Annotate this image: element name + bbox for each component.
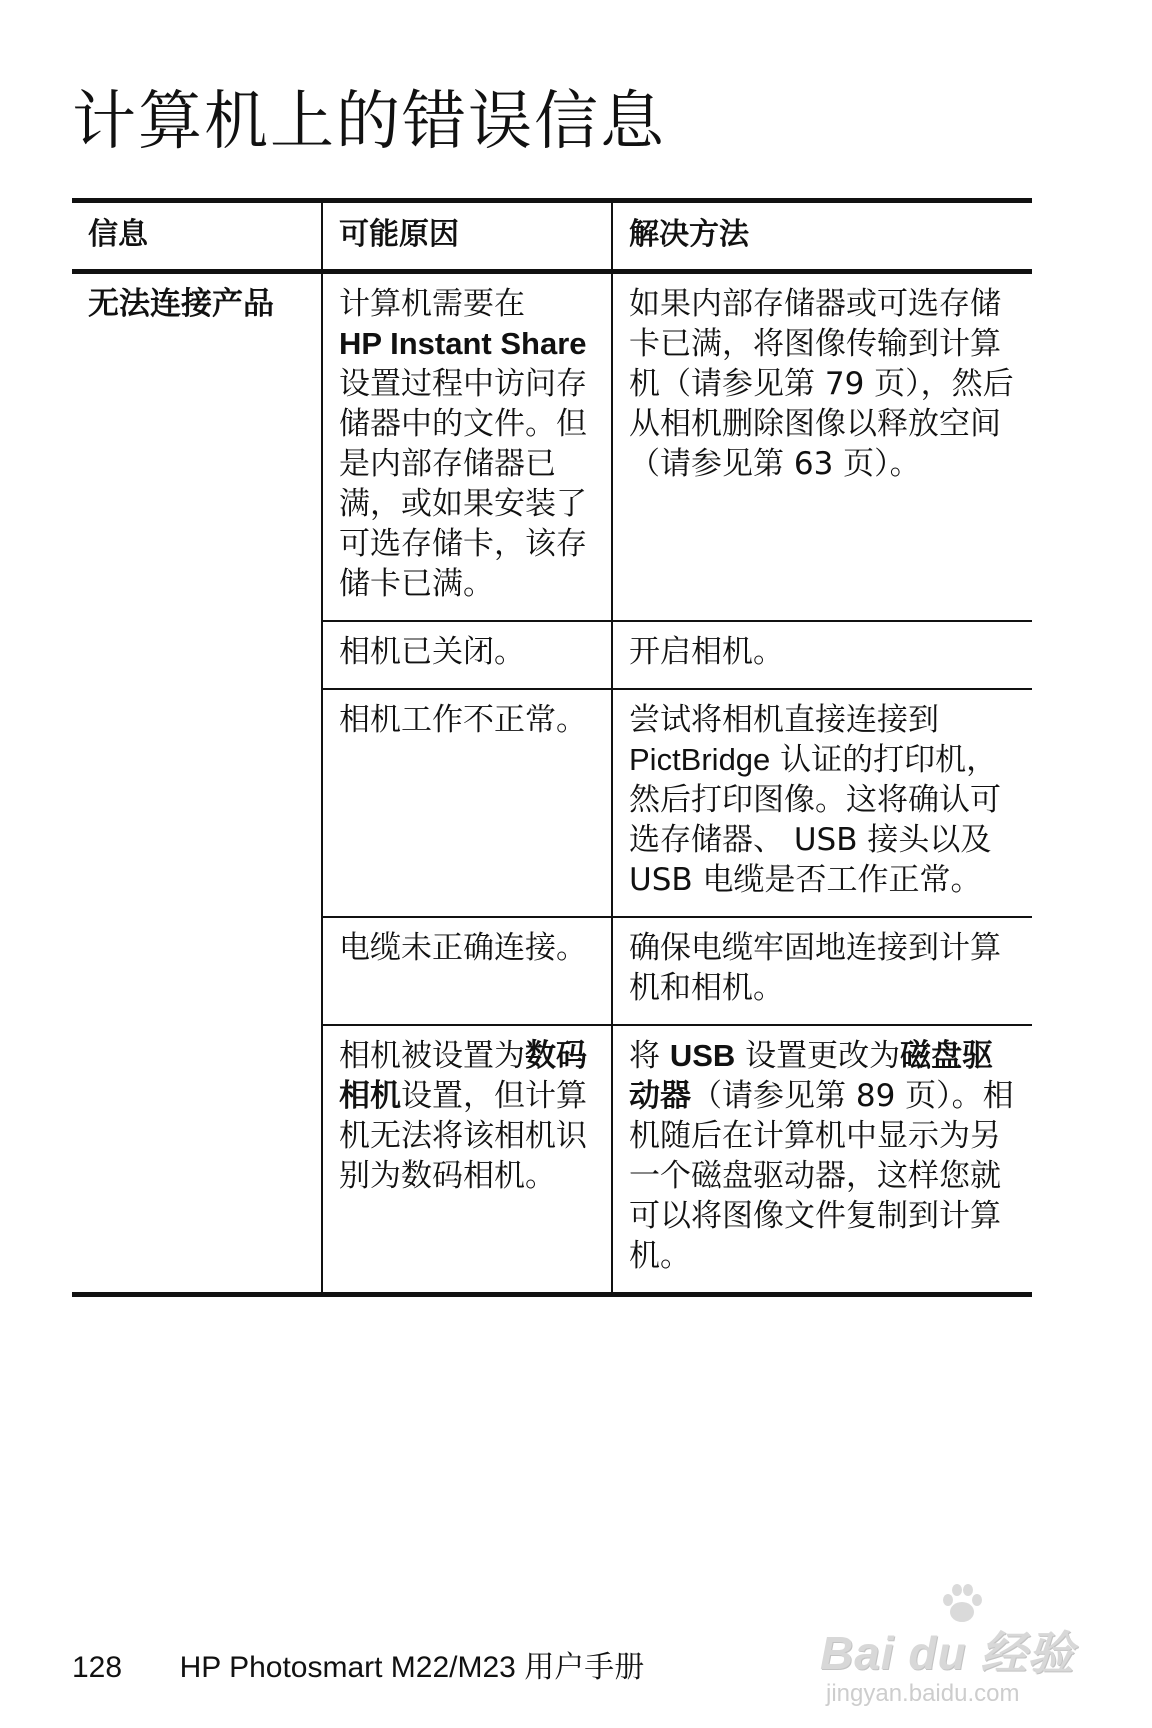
solution-cell <box>612 917 1032 1025</box>
cause-text: 相机已关闭。 <box>339 634 525 670</box>
page-footer <box>72 1648 644 1688</box>
paw-icon-graphic <box>938 1580 986 1628</box>
message-cell: 无法连接产品 <box>72 272 322 1295</box>
watermark-url: jingyan.baidu.com <box>826 1680 1020 1707</box>
solution-text: 设置更改为 <box>745 1038 901 1074</box>
cause-cell <box>322 917 612 1025</box>
cause-text: 相机工作不正常。 <box>339 702 587 738</box>
cause-cell <box>322 621 612 689</box>
solution-text: 将 <box>629 1038 660 1074</box>
solution-cell <box>612 272 1032 622</box>
table-header-row <box>72 201 1032 272</box>
solution-text: 开启相机。 <box>629 634 784 670</box>
product-name: HP Instant Share <box>339 326 587 361</box>
error-message-table <box>72 198 1032 1297</box>
solution-text: （请参见第 89 页）。相机随后在计算机中显示为另一个磁盘驱动器，这样您就可以将图像文件复制到计算机。 <box>629 1078 1014 1274</box>
page-title: 计算机上的错误信息 <box>72 85 666 159</box>
header-solution: 解决方法 <box>612 201 1032 272</box>
solution-text: 尝试将相机直接连接到 <box>629 702 939 738</box>
cause-cell <box>322 689 612 917</box>
header-cause: 可能原因 <box>322 201 612 272</box>
table-row <box>72 272 1032 622</box>
baidu-watermark <box>820 1580 1100 1710</box>
pictbridge-text: PictBridge <box>629 742 771 777</box>
cause-text: 设置，但计算机无法将该相机识别为数码相机。 <box>339 1078 587 1194</box>
disk-drive-term: 磁盘驱动器 <box>629 1038 994 1114</box>
cause-text: 设置过程中访问存储器中的文件。但是内部存储器已满，或如果安装了可选存储卡，该存储卡已满。 <box>339 366 587 602</box>
header-message: 信息 <box>72 201 322 272</box>
watermark-brand: Bai du 经验 <box>820 1627 1075 1679</box>
cause-text: 计算机需要在 <box>339 286 525 322</box>
page-number: 128 <box>72 1651 123 1684</box>
cause-text: 相机被设置为 <box>339 1038 525 1074</box>
solution-cell <box>612 1025 1032 1295</box>
cause-cell <box>322 272 612 622</box>
usb-term: USB <box>669 1038 736 1073</box>
cause-cell <box>322 1025 612 1295</box>
solution-text: 如果内部存储器或可选存储卡已满，将图像传输到计算机（请参见第 79 页），然后从相机删除图像以释放空间（请参见第 63 页）。 <box>629 286 1014 482</box>
cause-text: 电缆未正确连接。 <box>339 930 587 966</box>
solution-cell <box>612 689 1032 917</box>
solution-text: 确保电缆牢固地连接到计算机和相机。 <box>629 930 1001 1006</box>
manual-title: HP Photosmart M22/M23 用户手册 <box>179 1651 645 1684</box>
digital-camera-term: 数码相机 <box>339 1038 587 1114</box>
solution-text: 认证的打印机，然后打印图像。这将确认可选存储器、 USB 接头以及 USB 电缆是否工作正常。 <box>629 742 1001 898</box>
solution-cell <box>612 621 1032 689</box>
paw-icon <box>938 1580 986 1632</box>
